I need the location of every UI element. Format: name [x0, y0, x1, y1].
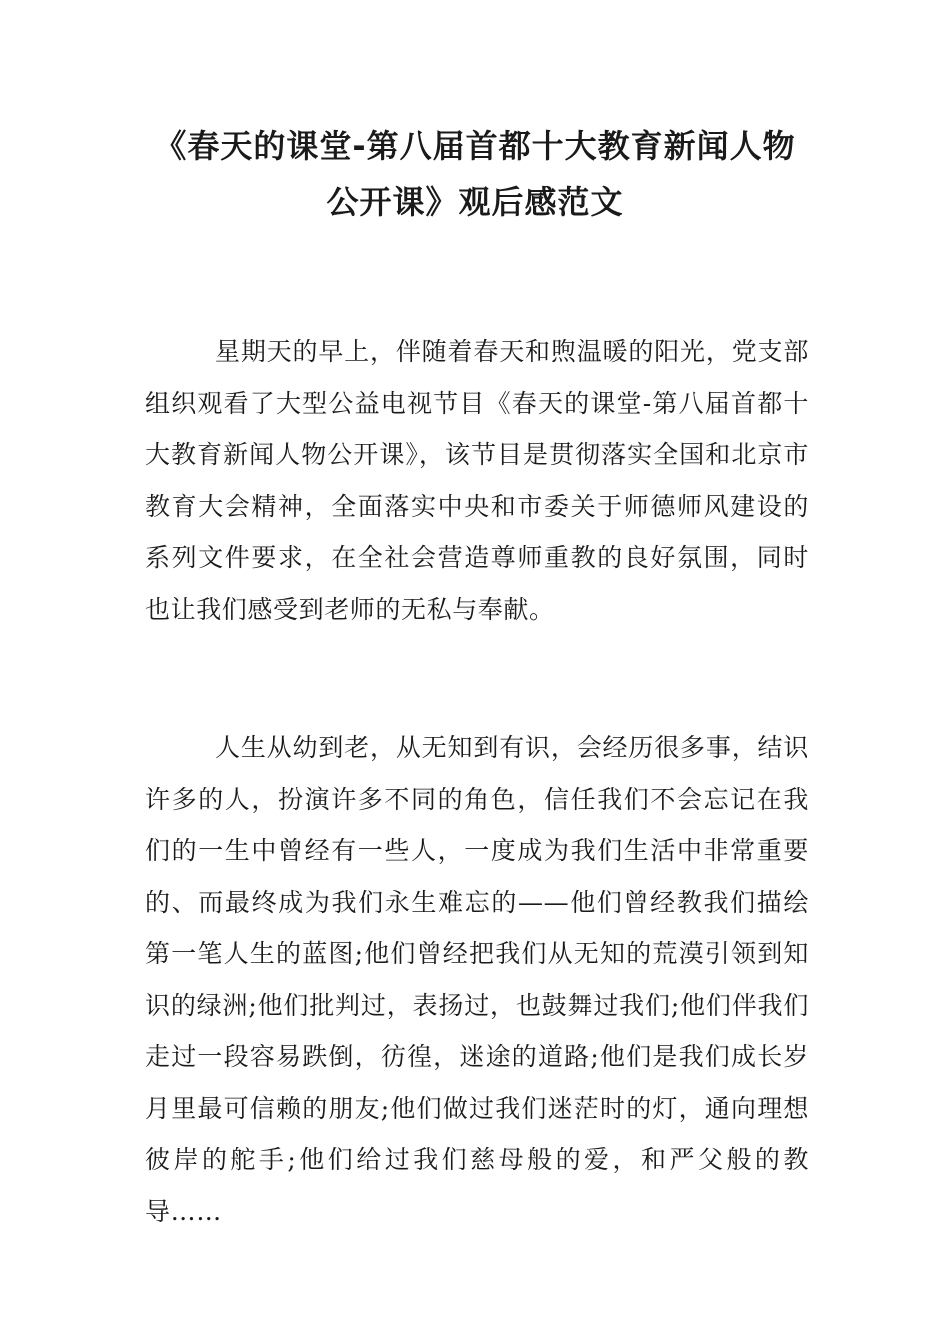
paragraph-2: 人生从幼到老，从无知到有识，会经历很多事，结识许多的人，扮演许多不同的角色，信任我们不会忘记在我们的一生中曾经有一些人，一度成为我们生活中非常重要的、而最终成为我们永生难忘的——他们曾经教我们描绘第一笔人生的蓝图;他们曾经把我们从无知的荒漠引领到知识的绿洲;他们批判过，表扬过，也鼓舞过我们;他们伴我们走过一段容易跌倒，彷徨，迷途的道路;他们是我们成长岁月里最可信赖的朋友;他们做过我们迷茫时的灯，通向理想彼岸的舵手;他们给过我们慈母般的爱，和严父般的教导……	[145, 733, 809, 1226]
document-title: 《春天的课堂-第八届首都十大教育新闻人物公开课》观后感范文	[154, 127, 796, 221]
paragraph-1: 星期天的早上，伴随着春天和煦温暖的阳光，党支部组织观看了大型公益电视节目《春天的课堂-第八届首都十大教育新闻人物公开课》，该节目是贯彻落实全国和北京市教育大会精神，全面落实中央和市委关于师德师风建设的系列文件要求，在全社会营造尊师重教的良好氛围，同时也让我们感受到老师的无私与奉献。	[145, 337, 809, 624]
